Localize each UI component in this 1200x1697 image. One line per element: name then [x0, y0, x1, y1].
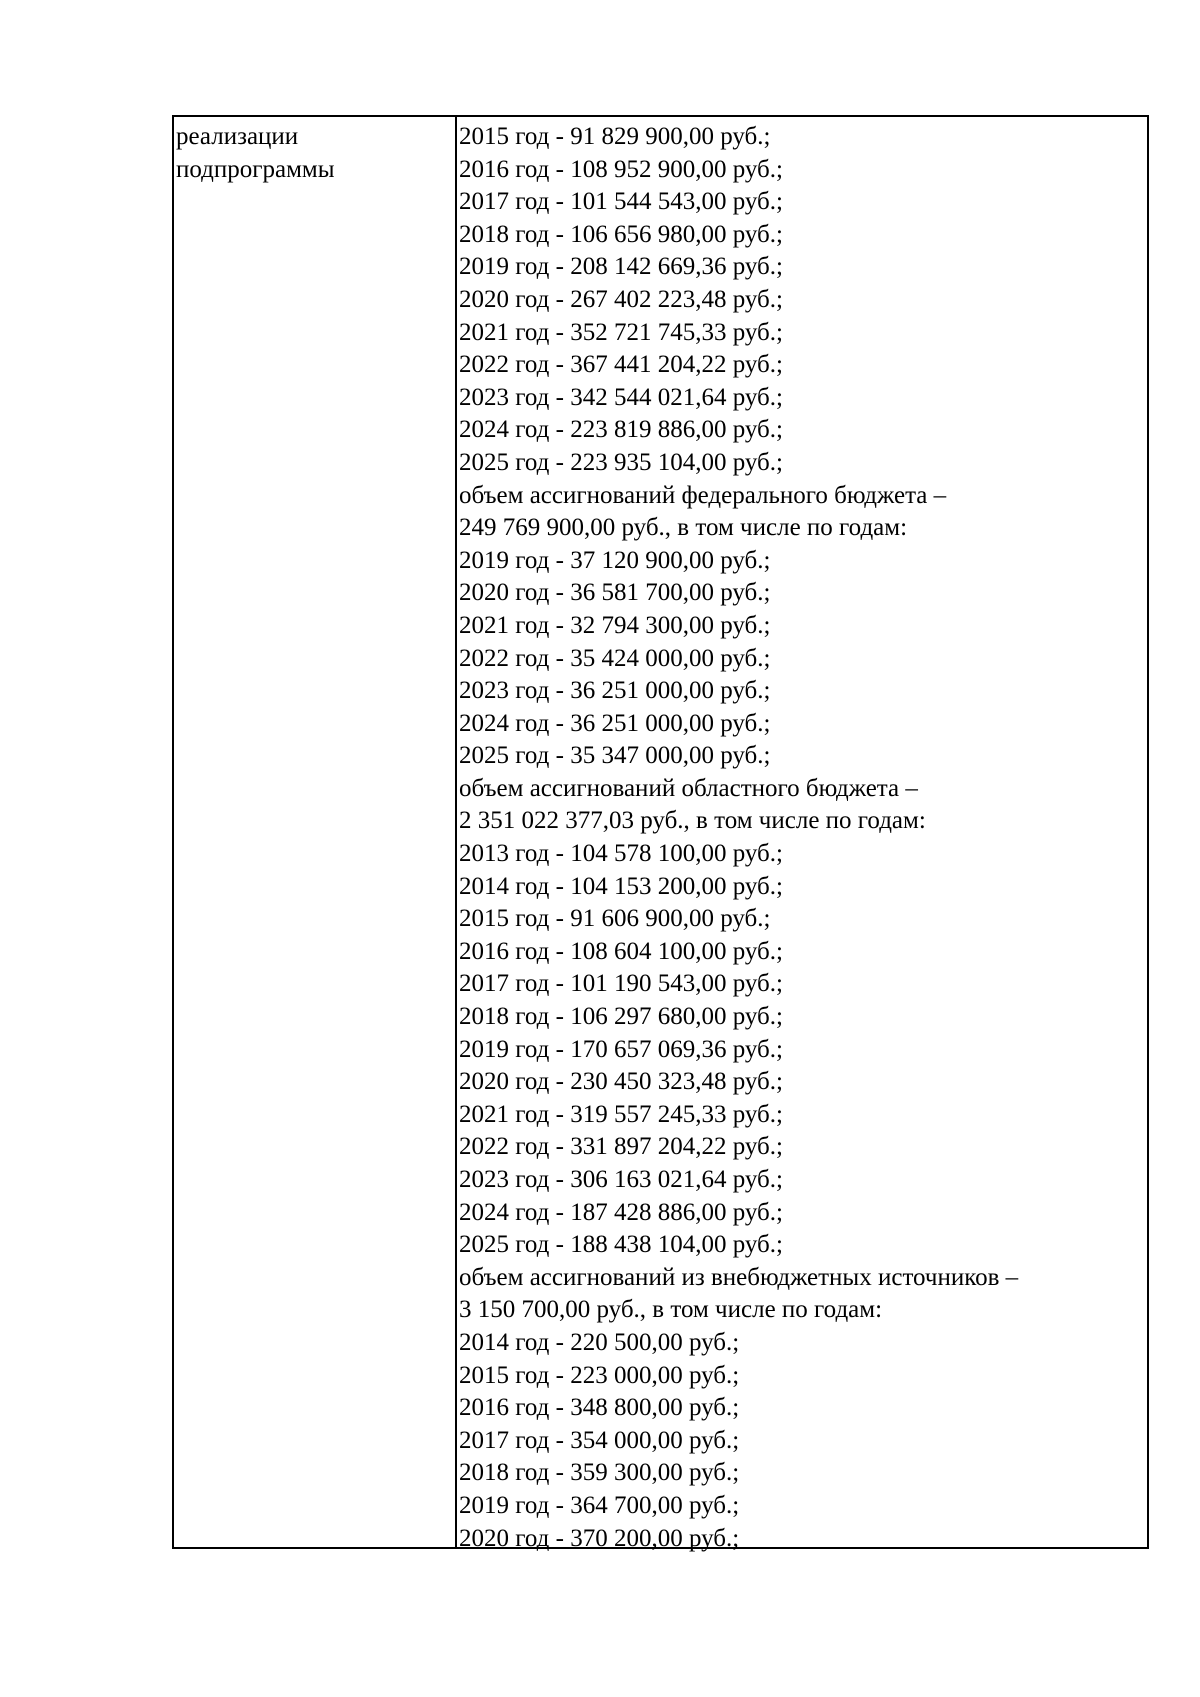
- value-line: 2024 год - 223 819 886,00 руб.;: [459, 416, 783, 444]
- value-line: 2023 год - 306 163 021,64 руб.;: [459, 1166, 783, 1193]
- value-line: 3 150 700,00 руб., в том числе по годам:: [459, 1296, 883, 1324]
- value-line: объем ассигнований федерального бюджета –: [459, 481, 947, 509]
- value-line: 2022 год - 331 897 204,22 руб.;: [459, 1133, 783, 1161]
- value-line: 2022 год - 35 424 000,00 руб.;: [459, 644, 771, 672]
- value-line: 2020 год - 230 450 323,48 руб.;: [459, 1068, 783, 1096]
- value-line: 2025 год - 223 935 104,00 руб.;: [459, 448, 783, 476]
- value-line: объем ассигнований из внебюджетных источников –: [459, 1263, 1019, 1291]
- value-line: 249 769 900,00 руб., в том числе по годам:: [459, 514, 908, 542]
- value-line: 2015 год - 91 829 900,00 руб.;: [459, 123, 771, 150]
- value-line: 2019 год - 170 657 069,36 руб.;: [459, 1035, 783, 1063]
- value-line: 2025 год - 188 438 104,00 руб.;: [459, 1231, 783, 1259]
- value-line: 2015 год - 223 000,00 руб.;: [459, 1361, 740, 1389]
- value-line: 2 351 022 377,03 руб., в том числе по годам:: [459, 807, 926, 835]
- value-line: 2013 год - 104 578 100,00 руб.;: [459, 840, 783, 868]
- value-line: 2025 год - 35 347 000,00 руб.;: [459, 742, 771, 770]
- value-line: 2016 год - 108 604 100,00 руб.;: [459, 937, 783, 965]
- value-line: 2018 год - 106 656 980,00 руб.;: [459, 220, 783, 248]
- value-line: 2023 год - 36 251 000,00 руб.;: [459, 677, 771, 705]
- table-label-cell: [174, 117, 457, 1547]
- value-line: объем ассигнований областного бюджета –: [459, 774, 918, 802]
- value-line: 2019 год - 37 120 900,00 руб.;: [459, 546, 771, 574]
- value-line: 2017 год - 101 190 543,00 руб.;: [459, 970, 783, 998]
- value-line: 2015 год - 91 606 900,00 руб.;: [459, 905, 771, 933]
- value-line: 2018 год - 106 297 680,00 руб.;: [459, 1003, 783, 1031]
- value-line: 2019 год - 364 700,00 руб.;: [459, 1491, 740, 1519]
- value-line: 2021 год - 32 794 300,00 руб.;: [459, 611, 771, 639]
- value-line: 2021 год - 352 721 745,33 руб.;: [459, 318, 783, 346]
- value-line: 2017 год - 354 000,00 руб.;: [459, 1426, 740, 1454]
- value-line: 2019 год - 208 142 669,36 руб.;: [459, 253, 783, 281]
- value-line: 2023 год - 342 544 021,64 руб.;: [459, 383, 783, 411]
- value-line: 2014 год - 104 153 200,00 руб.;: [459, 872, 783, 900]
- value-line: 2022 год - 367 441 204,22 руб.;: [459, 351, 783, 379]
- value-line: 2014 год - 220 500,00 руб.;: [459, 1328, 740, 1356]
- value-line: 2024 год - 36 251 000,00 руб.;: [459, 709, 771, 737]
- value-line: 2021 год - 319 557 245,33 руб.;: [459, 1100, 783, 1128]
- value-line: 2016 год - 108 952 900,00 руб.;: [459, 155, 783, 183]
- label-line: подпрограммы: [176, 155, 335, 183]
- value-line: 2020 год - 267 402 223,48 руб.;: [459, 285, 783, 313]
- value-line: 2018 год - 359 300,00 руб.;: [459, 1459, 740, 1487]
- value-line: 2024 год - 187 428 886,00 руб.;: [459, 1198, 783, 1226]
- value-line: 2020 год - 370 200,00 руб.;: [459, 1524, 740, 1552]
- value-line: 2016 год - 348 800,00 руб.;: [459, 1394, 740, 1422]
- table-value-cell: [457, 117, 1147, 1552]
- label-line: реализации: [176, 123, 299, 150]
- value-line: 2020 год - 36 581 700,00 руб.;: [459, 579, 771, 607]
- value-line: 2017 год - 101 544 543,00 руб.;: [459, 188, 783, 216]
- funding-table: [172, 115, 1149, 1552]
